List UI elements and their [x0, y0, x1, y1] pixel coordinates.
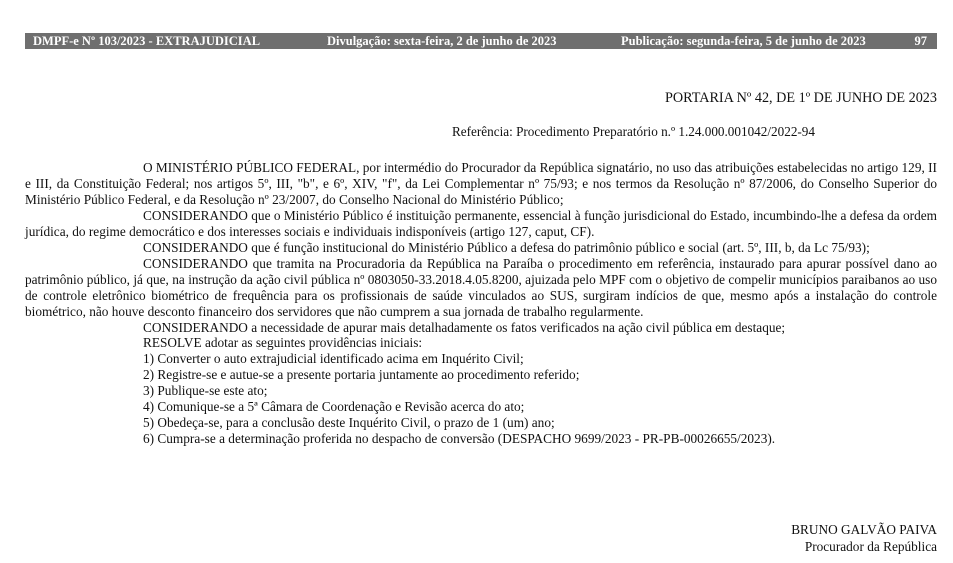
paragraph-considerando-3: CONSIDERANDO que tramita na Procuradoria da República na Paraíba o procedimento em referência, instaurado para apurar possível dano ao patrimônio público, já que, na instrução da ação civil pública nº 0803050-33.2018.4.05.8200, ajuizada pelo MPF com o objetivo de compelir municípios paraibanos ao uso de controle eletrônico biométrico de frequência para os profissionais de saúde vinculados ao SUS, surgiram indícios de que, mesmo após a instalação do controle biométrico, não houve desconto financeiro dos servidores que não cumprem a sua jornada de trabalho regularmente. [25, 255, 937, 319]
paragraph-considerando-2: CONSIDERANDO que é função institucional do Ministério Público a defesa do patrimônio público e social (art. 5º, III, b, da Lc 75/93); [143, 239, 870, 255]
signature-block [791, 522, 937, 555]
divulgacao-date: Divulgação: sexta-feira, 2 de junho de 2023 [327, 34, 557, 48]
document-title: PORTARIA Nº 42, DE 1º DE JUNHO DE 2023 [664, 90, 937, 106]
edition-label: DMPF-e Nº 103/2023 - EXTRAJUDICIAL [33, 34, 261, 48]
page-number: 97 [914, 34, 927, 48]
paragraph-considerando-4: CONSIDERANDO a necessidade de apurar mais detalhadamente os fatos verificados na ação civil pública em destaque; [143, 319, 786, 335]
list-item: 3) Publique-se este ato; [143, 383, 268, 399]
list-item: 4) Comunique-se a 5ª Câmara de Coordenação e Revisão acerca do ato; [143, 399, 525, 415]
list-item: 6) Cumpra-se a determinação proferida no despacho de conversão (DESPACHO 9699/2023 - PR-PB-00026655/2023). [143, 431, 776, 447]
list-item: 1) Converter o auto extrajudicial identificado acima em Inquérito Civil; [143, 351, 524, 367]
paragraph-preamble: O MINISTÉRIO PÚBLICO FEDERAL, por intermédio do Procurador da República signatário, no uso das atribuições estabelecidas no artigo 129, II e III, da Constituição Federal; nos artigos 5º, III, "b", e 6º, XIV, "f", da Lei Complementar nº 75/93; e nos termos da Resolução nº 87/2006, do Conselho Superior do Ministério Público Federal, e da Resolução nº 23/2007, do Conselho Nacional do Ministério Público; [25, 160, 937, 207]
signer-role: Procurador da República [804, 538, 937, 554]
paragraph-considerando-1: CONSIDERANDO que o Ministério Público é instituição permanente, essencial à função jurisdicional do Estado, incumbindo-lhe a defesa da ordem jurídica, do regime democrático e dos interesses sociais e individuais indisponíveis (artigo 127, caput, CF). [25, 207, 937, 239]
list-item: 5) Obedeça-se, para a conclusão deste Inquérito Civil, o prazo de 1 (um) ano; [143, 415, 555, 431]
header-bar [25, 33, 937, 49]
paragraph-resolve: RESOLVE adotar as seguintes providências iniciais: [143, 335, 423, 351]
list-item: 2) Registre-se e autue-se a presente portaria juntamente ao procedimento referido; [143, 367, 580, 383]
document-reference: Referência: Procedimento Preparatório n.º 1.24.000.001042/2022-94 [452, 124, 815, 139]
publicacao-date: Publicação: segunda-feira, 5 de junho de 2023 [621, 34, 866, 48]
signer-name: BRUNO GALVÃO PAIVA [791, 522, 937, 537]
document-body [25, 160, 937, 447]
